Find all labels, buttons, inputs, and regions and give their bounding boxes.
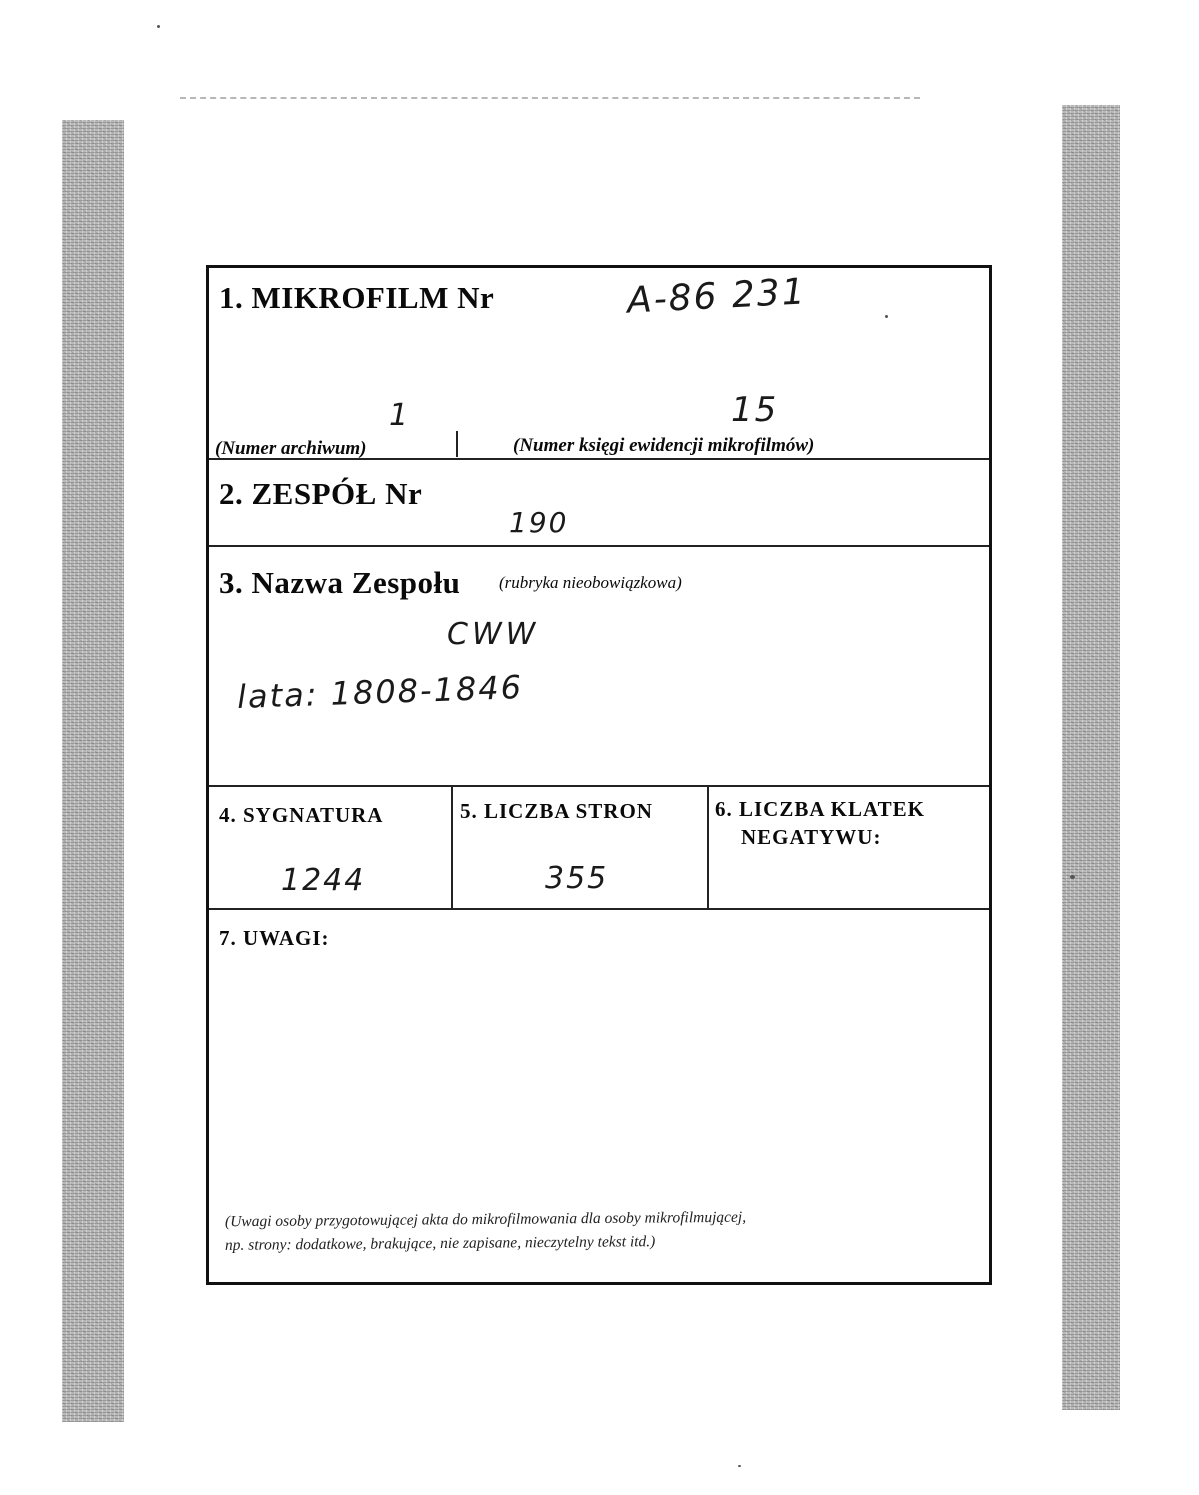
remarks-label: 7. UWAGI:: [219, 926, 330, 950]
remarks-note-line2: np. strony: dodatkowe, brakujące, nie zapisane, nieczytelny tekst itd.): [224, 1233, 656, 1254]
fonds-name-label: 3. Nazwa Zespołu: [219, 565, 461, 600]
scan-speck: [1070, 875, 1075, 879]
section-fonds-number: [209, 458, 989, 547]
microfilm-number-label: 1. MIKROFILM Nr: [219, 280, 495, 315]
fonds-name-value: CWW: [447, 617, 540, 652]
remarks-note-line1: (Uwagi osoby przygotowującej akta do mikrofilmowania dla osoby mikrofilmującej,: [224, 1208, 747, 1231]
negative-frames-label: 6. LICZBA KLATEK: [715, 797, 925, 821]
fonds-number-value: 190: [509, 506, 569, 539]
negative-frames-label-line2: NEGATYWU:: [741, 825, 882, 849]
section-signature-row: [209, 785, 989, 910]
signature-label: 4. SYGNATURA: [219, 803, 384, 827]
register-number-value: 15: [731, 390, 779, 430]
section-remarks: [209, 908, 989, 1285]
register-number-caption: (Numer księgi ewidencji mikrofilmów): [513, 435, 815, 456]
signature-value: 1244: [281, 863, 366, 898]
page-count-value: 355: [545, 861, 609, 896]
caption-separator: [456, 431, 458, 457]
scan-speck: [738, 1465, 741, 1467]
fonds-number-label: 2. ZESPÓŁ Nr: [219, 476, 423, 511]
page-count-label: 5. LICZBA STRON: [460, 799, 653, 823]
scan-edge-left: [62, 120, 124, 1422]
scan-speck: [157, 25, 160, 28]
microfilm-form: [206, 265, 992, 1285]
archive-number-caption: (Numer archiwum): [215, 438, 367, 459]
fonds-name-note: (rubryka nieobowiązkowa): [499, 573, 682, 592]
column-separator: [451, 785, 453, 908]
column-separator: [707, 785, 709, 908]
scan-top-rule: [180, 97, 920, 99]
scan-edge-right: [1062, 105, 1120, 1410]
fonds-years-value: lata: 1808-1846: [236, 668, 524, 716]
section-microfilm-number: [209, 268, 989, 460]
archive-number-value: 1: [389, 398, 411, 433]
microfilm-number-value: A-86 231: [626, 271, 808, 322]
section-fonds-name: [209, 545, 989, 787]
